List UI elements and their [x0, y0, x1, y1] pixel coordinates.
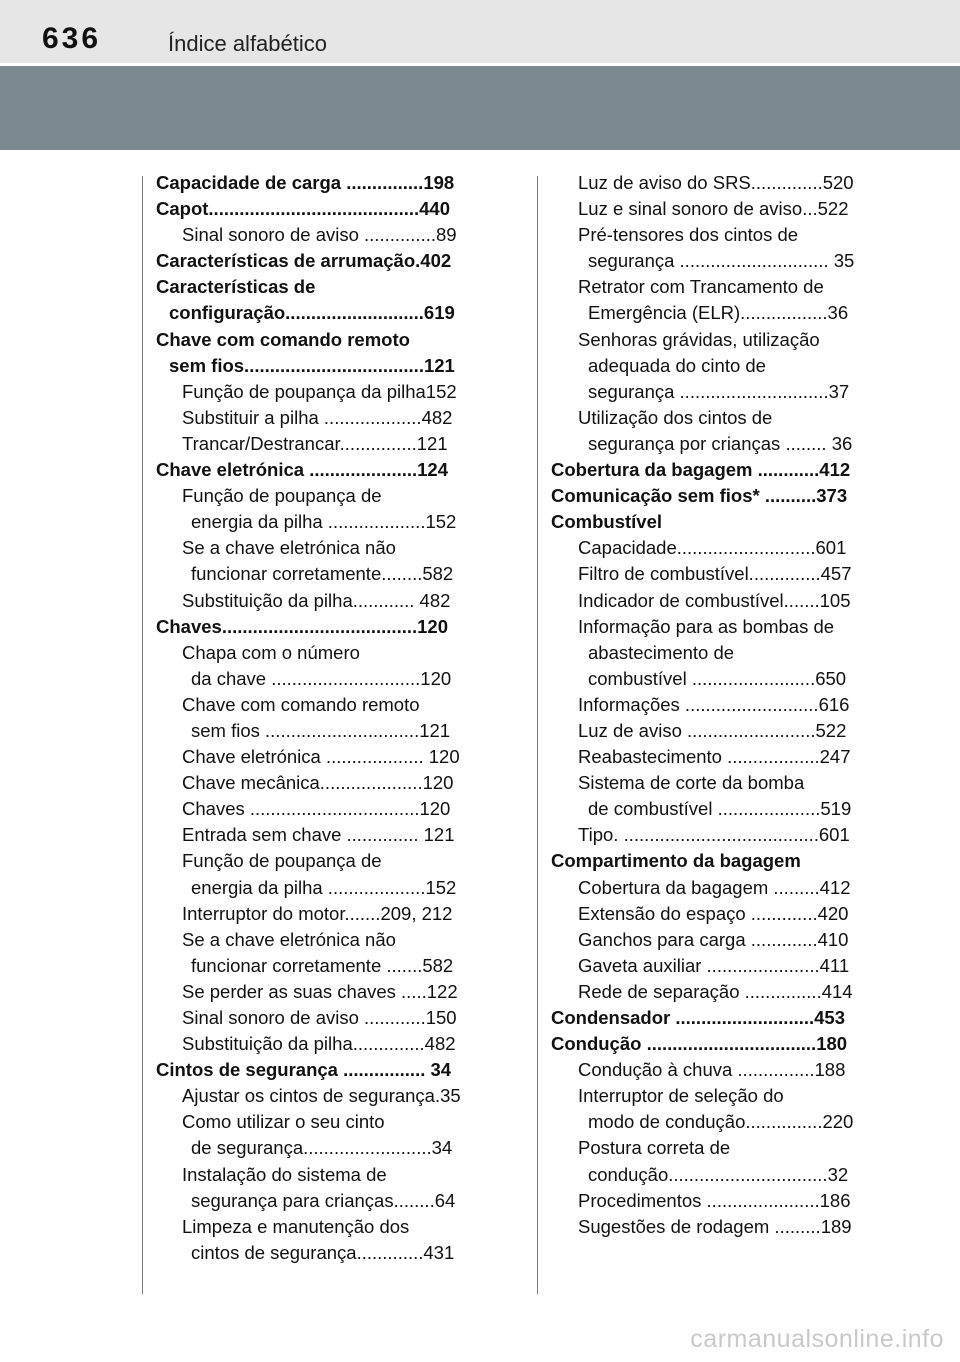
index-subentry: segurança por crianças ........ 36 — [588, 432, 853, 454]
index-subentry: funcionar corretamente........582 — [191, 563, 454, 585]
index-subentry: Ganchos para carga .............410 — [578, 928, 849, 950]
index-subentry: da chave .............................120 — [191, 667, 452, 689]
index-entry: configuração...........................619 — [169, 302, 455, 324]
index-entry: Chave com comando remoto — [156, 328, 410, 350]
index-subentry: adequada do cinto de — [588, 354, 766, 376]
index-entry: Combustível — [551, 511, 663, 533]
left-column-rule — [142, 176, 143, 1294]
index-subentry: energia da pilha ...................152 — [191, 511, 457, 533]
index-subentry: Chapa com o número — [182, 641, 360, 663]
index-entry: Cobertura da bagagem ............412 — [551, 459, 851, 481]
index-subentry: Condução à chuva ...............188 — [578, 1059, 846, 1081]
index-subentry: Como utilizar o seu cinto — [182, 1111, 385, 1133]
index-subentry: Chave mecânica....................120 — [182, 772, 454, 794]
header-band — [0, 0, 960, 63]
index-subentry: abastecimento de — [588, 641, 735, 663]
index-subentry: Pré-tensores dos cintos de — [578, 224, 799, 246]
index-subentry: Interruptor do motor.......209, 212 — [182, 902, 453, 924]
index-subentry: Cobertura da bagagem .........412 — [578, 876, 851, 898]
index-subentry: modo de condução...............220 — [588, 1111, 854, 1133]
index-subentry: cintos de segurança.............431 — [191, 1241, 455, 1263]
index-subentry: Se perder as suas chaves .....122 — [182, 980, 458, 1002]
index-subentry: Retrator com Trancamento de — [578, 276, 824, 298]
index-subentry: Filtro de combustível..............457 — [578, 563, 852, 585]
index-entry: Capacidade de carga ...............198 — [156, 172, 455, 193]
index-subentry: Gaveta auxiliar ......................411 — [578, 954, 850, 976]
index-subentry: Postura correta de — [578, 1137, 731, 1159]
index-subentry: Sinal sonoro de aviso ..............89 — [182, 224, 457, 246]
index-subentry: funcionar corretamente .......582 — [191, 954, 454, 976]
index-subentry: Sugestões de rodagem .........189 — [578, 1215, 852, 1237]
index-subentry: Limpeza e manutenção dos — [182, 1215, 410, 1237]
index-subentry: Chave com comando remoto — [182, 693, 420, 715]
index-subentry: Indicador de combustível.......105 — [578, 589, 851, 611]
index-subentry: Extensão do espaço .............420 — [578, 902, 849, 924]
index-subentry: segurança .............................37 — [588, 380, 850, 402]
index-subentry: Utilização dos cintos de — [578, 406, 773, 428]
index-subentry: sem fios ..............................121 — [191, 719, 451, 741]
index-entry: Chave eletrónica .....................124 — [156, 459, 449, 481]
index-subentry: Sinal sonoro de aviso ............150 — [182, 1007, 457, 1028]
index-column-left — [156, 170, 468, 1266]
index-subentry: Senhoras grávidas, utilização — [578, 328, 820, 350]
index-subentry: de combustível ....................519 — [588, 798, 852, 820]
index-subentry: Interruptor de seleção do — [578, 1085, 784, 1107]
index-subentry: Ajustar os cintos de segurança.35 — [182, 1085, 461, 1107]
index-subentry: Rede de separação ...............414 — [578, 980, 853, 1002]
index-subentry: Emergência (ELR).................36 — [588, 302, 849, 324]
index-subentry: Luz e sinal sonoro de aviso...522 — [578, 198, 849, 220]
index-subentry: condução...............................32 — [588, 1163, 849, 1185]
grey-banner — [0, 66, 960, 150]
index-entry: Condução .................................180 — [551, 1033, 848, 1055]
index-entry: sem fios...................................121 — [169, 354, 455, 376]
index-entry: Características de arrumação.402 — [156, 250, 452, 272]
index-subentry: segurança para crianças........64 — [191, 1189, 456, 1211]
index-entry: Condensador ...........................453 — [551, 1007, 846, 1028]
index-subentry: Luz de aviso do SRS..............520 — [578, 172, 854, 193]
index-entry: Características de — [156, 276, 316, 298]
index-subentry: energia da pilha ...................152 — [191, 876, 457, 898]
right-column-rule — [537, 176, 538, 1294]
index-subentry: Função de poupança de — [182, 485, 382, 507]
index-subentry: Informação para as bombas de — [578, 615, 835, 637]
index-subentry: Substituir a pilha ...................482 — [182, 406, 453, 428]
index-subentry: Função de poupança de — [182, 850, 382, 872]
index-subentry: segurança ............................. 35 — [588, 250, 855, 272]
index-subentry: Se a chave eletrónica não — [182, 928, 396, 950]
index-subentry: Substituição da pilha..............482 — [182, 1033, 456, 1055]
index-subentry: Informações ..........................616 — [578, 693, 850, 715]
index-subentry: Chave eletrónica ................... 120 — [182, 746, 460, 768]
index-entry: Chaves......................................120 — [156, 615, 448, 637]
index-subentry: Entrada sem chave .............. 121 — [182, 824, 455, 846]
index-subentry: Trancar/Destrancar...............121 — [182, 432, 448, 454]
index-entry: Comunicação sem fios* ..........373 — [551, 485, 848, 507]
page-number: 636 — [42, 22, 102, 55]
index-subentry: de segurança.........................34 — [191, 1137, 453, 1159]
index-subentry: combustível ........................650 — [588, 667, 847, 689]
index-subentry: Substituição da pilha............ 482 — [182, 589, 451, 611]
index-subentry: Reabastecimento ..................247 — [578, 746, 851, 768]
index-subentry: Instalação do sistema de — [182, 1163, 387, 1185]
section-title: Índice alfabético — [168, 31, 327, 56]
index-subentry: Chaves .................................120 — [182, 798, 451, 820]
index-entry: Cintos de segurança ................ 34 — [156, 1059, 452, 1081]
index-subentry: Procedimentos ......................186 — [578, 1189, 851, 1211]
index-subentry: Se a chave eletrónica não — [182, 537, 396, 559]
index-column-right — [551, 170, 863, 1240]
index-subentry: Função de poupança da pilha152 — [182, 380, 457, 402]
index-entry: Compartimento da bagagem — [551, 850, 801, 872]
index-subentry: Tipo. ......................................601 — [578, 824, 850, 846]
index-subentry: Capacidade...........................601 — [578, 537, 847, 559]
index-subentry: Luz de aviso .........................522 — [578, 719, 847, 741]
watermark: carmanualsonline.info — [690, 1325, 944, 1353]
index-subentry: Sistema de corte da bomba — [578, 772, 805, 794]
index-entry: Capot.........................................440 — [156, 198, 451, 220]
